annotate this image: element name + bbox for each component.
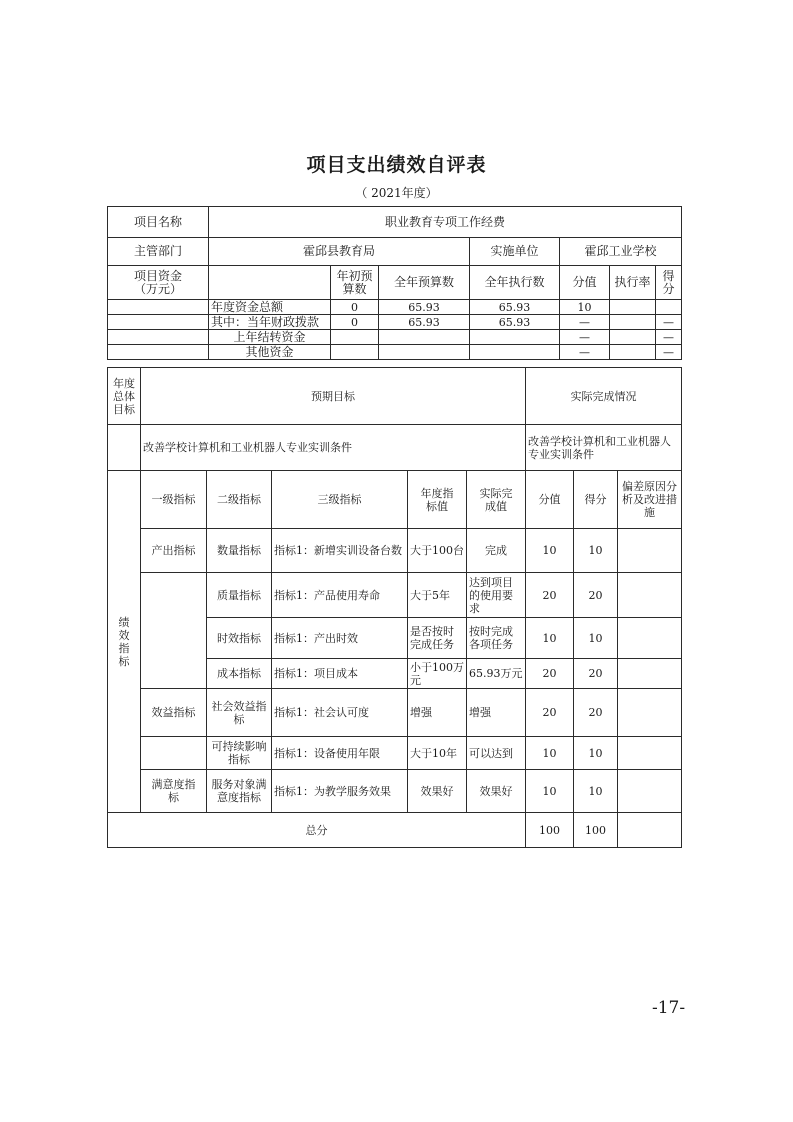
hdr-target: 年度指标值	[408, 471, 467, 529]
funds-table	[107, 206, 682, 360]
col-score-value: 分值	[560, 266, 610, 300]
col-exec-rate: 执行率	[610, 266, 656, 300]
total-row	[108, 813, 682, 848]
dept-label: 主管部门	[108, 238, 209, 266]
dept-value: 霍邱县教育局	[209, 238, 470, 266]
hdr-reason: 偏差原因分析及改进措施	[618, 471, 682, 529]
table-row: 成本指标 指标1：项目成本 小于100万元 65.93万元 20 20	[108, 659, 682, 689]
total-value: 100	[526, 813, 574, 848]
funds-row: 其中：当年财政拨款 0 65.93 65.93 — —	[108, 315, 682, 330]
funds-row: 上年结转资金 — —	[108, 330, 682, 345]
unit-value: 霍邱工业学校	[560, 238, 682, 266]
total-label: 总分	[108, 813, 526, 848]
funds-header-blank	[209, 266, 331, 300]
col-initial-budget: 年初预算数	[331, 266, 379, 300]
report-year: （ 2021年度）	[355, 186, 438, 200]
col-annual-exec: 全年执行数	[470, 266, 560, 300]
hdr-value: 分值	[526, 471, 574, 529]
table-row: 质量指标 指标1：产品使用寿命 大于5年 达到项目的使用要求 20 20	[108, 573, 682, 618]
table-row: 产出指标 数量指标 指标1：新增实训设备台数 大于100台 完成 10 10	[108, 529, 682, 573]
actual-goal: 改善学校计算机和工业机器人专业实训条件	[526, 425, 682, 471]
expected-goal-header: 预期目标	[141, 368, 526, 425]
project-name-value: 职业教育专项工作经费	[209, 207, 682, 238]
funds-label	[108, 266, 209, 300]
page-number: -17-	[652, 998, 686, 1018]
col-annual-budget: 全年预算数	[379, 266, 470, 300]
total-score: 100	[574, 813, 618, 848]
hdr-score: 得分	[574, 471, 618, 529]
funds-row: 其他资金 — —	[108, 345, 682, 360]
funds-label-line2: （万元）	[133, 281, 182, 296]
hdr-level2: 二级指标	[207, 471, 272, 529]
indicators-section-label: 绩效指标	[108, 471, 141, 813]
hdr-actual: 实际完成值	[467, 471, 526, 529]
col-score: 得分	[656, 266, 682, 300]
actual-goal-header: 实际完成情况	[526, 368, 682, 425]
unit-label: 实施单位	[470, 238, 560, 266]
expected-goal: 改善学校计算机和工业机器人专业实训条件	[141, 425, 526, 471]
hdr-level3: 三级指标	[272, 471, 408, 529]
indicators-table	[107, 367, 682, 848]
funds-row: 年度资金总额 0 65.93 65.93 10	[108, 300, 682, 315]
table-row: 效益指标 社会效益指标 指标1：社会认可度 增强 增强 20 20	[108, 689, 682, 737]
table-row: 满意度指标 服务对象满意度指标 指标1：为教学服务效果 效果好 效果好 10 10	[108, 770, 682, 813]
hdr-level1: 一级指标	[141, 471, 207, 529]
project-name-label: 项目名称	[108, 207, 209, 238]
table-row: 可持续影响指标 指标1：设备使用年限 大于10年 可以达到 10 10	[108, 737, 682, 770]
funds-label-line1: 项目资金	[133, 268, 182, 283]
table-row: 时效指标 指标1：产出时效 是否按时完成任务 按时完成各项任务 10 10	[108, 618, 682, 659]
goals-label: 年度总体目标	[108, 368, 141, 425]
page-title: 项目支出绩效自评表	[306, 154, 487, 176]
